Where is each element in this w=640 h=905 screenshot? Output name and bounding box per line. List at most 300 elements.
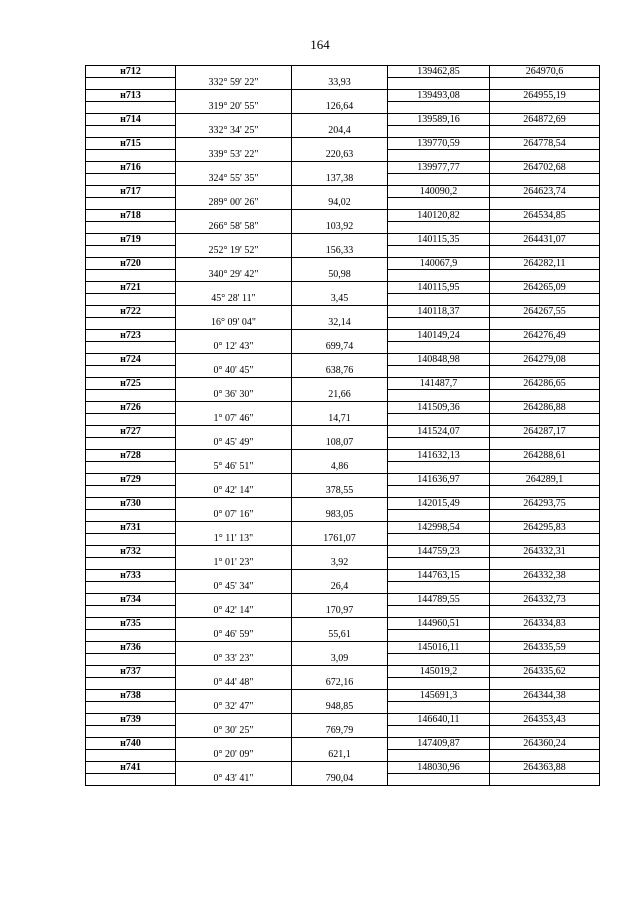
empty-cell [176,66,292,78]
point-row [86,690,600,702]
x-coordinate-cell: 140120,82 [388,210,490,222]
y-coordinate-cell: 264287,17 [490,426,600,438]
distance-cell: 108,07 [292,438,388,450]
distance-cell: 699,74 [292,342,388,354]
point-id-cell: н739 [86,714,176,726]
empty-cell [388,414,490,426]
direction-angle-cell: 16° 09' 04" [176,318,292,330]
x-coordinate-cell: 142998,54 [388,522,490,534]
point-id-cell: н728 [86,450,176,462]
segment-row [86,606,600,618]
empty-cell [292,210,388,222]
direction-angle-cell: 0° 46' 59" [176,630,292,642]
segment-row [86,342,600,354]
point-row [86,138,600,150]
direction-angle-cell: 0° 40' 45" [176,366,292,378]
empty-cell [86,318,176,330]
empty-cell [86,630,176,642]
point-row [86,618,600,630]
direction-angle-cell: 266° 58' 58" [176,222,292,234]
point-row [86,546,600,558]
point-id-cell: н716 [86,162,176,174]
distance-cell: 14,71 [292,414,388,426]
x-coordinate-cell: 144960,51 [388,618,490,630]
y-coordinate-cell: 264344,38 [490,690,600,702]
direction-angle-cell: 1° 01' 23" [176,558,292,570]
distance-cell: 378,55 [292,486,388,498]
empty-cell [292,522,388,534]
point-row [86,162,600,174]
point-id-cell: н717 [86,186,176,198]
empty-cell [388,78,490,90]
empty-cell [86,294,176,306]
x-coordinate-cell: 141509,36 [388,402,490,414]
segment-row [86,102,600,114]
empty-cell [388,174,490,186]
empty-cell [388,558,490,570]
y-coordinate-cell: 264702,68 [490,162,600,174]
empty-cell [176,162,292,174]
y-coordinate-cell: 264293,75 [490,498,600,510]
y-coordinate-cell: 264276,49 [490,330,600,342]
y-coordinate-cell: 264286,65 [490,378,600,390]
direction-angle-cell: 324° 55' 35" [176,174,292,186]
empty-cell [388,606,490,618]
empty-cell [490,150,600,162]
segment-row [86,198,600,210]
empty-cell [292,738,388,750]
empty-cell [490,438,600,450]
empty-cell [86,678,176,690]
direction-angle-cell: 0° 32' 47" [176,702,292,714]
empty-cell [490,102,600,114]
empty-cell [292,402,388,414]
x-coordinate-cell: 140118,37 [388,306,490,318]
segment-row [86,702,600,714]
point-row [86,186,600,198]
empty-cell [490,294,600,306]
point-row [86,330,600,342]
point-id-cell: н741 [86,762,176,774]
segment-row [86,246,600,258]
segment-row [86,630,600,642]
empty-cell [490,774,600,786]
y-coordinate-cell: 264353,43 [490,714,600,726]
distance-cell: 55,61 [292,630,388,642]
empty-cell [292,282,388,294]
empty-cell [176,522,292,534]
empty-cell [292,330,388,342]
segment-row [86,150,600,162]
empty-cell [292,666,388,678]
empty-cell [388,246,490,258]
empty-cell [490,390,600,402]
direction-angle-cell: 0° 43' 41" [176,774,292,786]
empty-cell [86,246,176,258]
point-id-cell: н736 [86,642,176,654]
distance-cell: 672,16 [292,678,388,690]
point-row [86,66,600,78]
empty-cell [86,726,176,738]
x-coordinate-cell: 140848,98 [388,354,490,366]
empty-cell [490,126,600,138]
empty-cell [490,630,600,642]
empty-cell [490,726,600,738]
empty-cell [176,618,292,630]
empty-cell [388,102,490,114]
empty-cell [388,678,490,690]
direction-angle-cell: 0° 07' 16" [176,510,292,522]
empty-cell [292,234,388,246]
point-id-cell: н725 [86,378,176,390]
direction-angle-cell: 0° 42' 14" [176,486,292,498]
direction-angle-cell: 289° 00' 26" [176,198,292,210]
direction-angle-cell: 0° 30' 25" [176,726,292,738]
empty-cell [490,606,600,618]
segment-row [86,318,600,330]
empty-cell [490,678,600,690]
y-coordinate-cell: 264970,6 [490,66,600,78]
empty-cell [86,174,176,186]
direction-angle-cell: 319° 20' 55" [176,102,292,114]
empty-cell [86,390,176,402]
direction-angle-cell: 0° 44' 48" [176,678,292,690]
x-coordinate-cell: 144763,15 [388,570,490,582]
point-id-cell: н713 [86,90,176,102]
y-coordinate-cell: 264334,83 [490,618,600,630]
empty-cell [176,402,292,414]
point-id-cell: н723 [86,330,176,342]
direction-angle-cell: 340° 29' 42" [176,270,292,282]
point-row [86,210,600,222]
empty-cell [388,630,490,642]
empty-cell [292,354,388,366]
distance-cell: 1761,07 [292,534,388,546]
y-coordinate-cell: 264279,08 [490,354,600,366]
empty-cell [292,450,388,462]
empty-cell [86,126,176,138]
empty-cell [86,486,176,498]
segment-row [86,582,600,594]
point-row [86,306,600,318]
x-coordinate-cell: 141632,13 [388,450,490,462]
y-coordinate-cell: 264332,38 [490,570,600,582]
empty-cell [292,642,388,654]
page-number: 164 [310,37,330,52]
direction-angle-cell: 0° 12' 43" [176,342,292,354]
direction-angle-cell: 0° 45' 49" [176,438,292,450]
point-row [86,402,600,414]
empty-cell [388,342,490,354]
distance-cell: 21,66 [292,390,388,402]
point-row [86,234,600,246]
direction-angle-cell: 332° 34' 25" [176,126,292,138]
x-coordinate-cell: 148030,96 [388,762,490,774]
y-coordinate-cell: 264265,09 [490,282,600,294]
point-id-cell: н724 [86,354,176,366]
y-coordinate-cell: 264282,11 [490,258,600,270]
y-coordinate-cell: 264360,24 [490,738,600,750]
empty-cell [176,306,292,318]
x-coordinate-cell: 145016,11 [388,642,490,654]
empty-cell [292,258,388,270]
empty-cell [292,498,388,510]
empty-cell [176,498,292,510]
direction-angle-cell: 0° 45' 34" [176,582,292,594]
distance-cell: 26,4 [292,582,388,594]
segment-row [86,78,600,90]
empty-cell [176,210,292,222]
empty-cell [292,762,388,774]
empty-cell [176,186,292,198]
point-row [86,474,600,486]
segment-row [86,126,600,138]
empty-cell [86,510,176,522]
x-coordinate-cell: 144789,55 [388,594,490,606]
empty-cell [292,378,388,390]
point-row [86,570,600,582]
distance-cell: 983,05 [292,510,388,522]
point-id-cell: н733 [86,570,176,582]
empty-cell [176,234,292,246]
segment-row [86,654,600,666]
point-row [86,498,600,510]
segment-row [86,534,600,546]
empty-cell [176,546,292,558]
y-coordinate-cell: 264289,1 [490,474,600,486]
segment-row [86,174,600,186]
segment-row [86,774,600,786]
point-id-cell: н714 [86,114,176,126]
distance-cell: 4,86 [292,462,388,474]
empty-cell [292,90,388,102]
direction-angle-cell: 339° 53' 22" [176,150,292,162]
y-coordinate-cell: 264295,83 [490,522,600,534]
y-coordinate-cell: 264332,73 [490,594,600,606]
distance-cell: 3,92 [292,558,388,570]
empty-cell [490,414,600,426]
empty-cell [490,534,600,546]
point-id-cell: н718 [86,210,176,222]
x-coordinate-cell: 139493,08 [388,90,490,102]
empty-cell [86,150,176,162]
segment-row [86,486,600,498]
x-coordinate-cell: 141487,7 [388,378,490,390]
point-row [86,762,600,774]
distance-cell: 126,64 [292,102,388,114]
distance-cell: 156,33 [292,246,388,258]
empty-cell [388,270,490,282]
empty-cell [388,582,490,594]
empty-cell [176,114,292,126]
empty-cell [292,546,388,558]
point-row [86,522,600,534]
empty-cell [388,318,490,330]
empty-cell [388,198,490,210]
empty-cell [292,186,388,198]
y-coordinate-cell: 264431,07 [490,234,600,246]
point-row [86,666,600,678]
distance-cell: 948,85 [292,702,388,714]
segment-row [86,510,600,522]
distance-cell: 220,63 [292,150,388,162]
empty-cell [176,594,292,606]
empty-cell [388,486,490,498]
empty-cell [292,138,388,150]
empty-cell [292,66,388,78]
x-coordinate-cell: 140115,95 [388,282,490,294]
empty-cell [388,774,490,786]
x-coordinate-cell: 139977,77 [388,162,490,174]
empty-cell [490,750,600,762]
empty-cell [388,150,490,162]
empty-cell [292,594,388,606]
point-row [86,714,600,726]
y-coordinate-cell: 264286,88 [490,402,600,414]
segment-row [86,414,600,426]
empty-cell [176,570,292,582]
x-coordinate-cell: 145019,2 [388,666,490,678]
direction-angle-cell: 0° 42' 14" [176,606,292,618]
y-coordinate-cell: 264288,61 [490,450,600,462]
empty-cell [86,534,176,546]
empty-cell [490,654,600,666]
empty-cell [388,366,490,378]
distance-cell: 3,09 [292,654,388,666]
empty-cell [388,654,490,666]
empty-cell [176,426,292,438]
empty-cell [490,270,600,282]
empty-cell [176,330,292,342]
segment-row [86,222,600,234]
direction-angle-cell: 45° 28' 11" [176,294,292,306]
empty-cell [176,138,292,150]
empty-cell [292,162,388,174]
point-id-cell: н735 [86,618,176,630]
empty-cell [176,762,292,774]
point-row [86,90,600,102]
distance-cell: 94,02 [292,198,388,210]
empty-cell [86,198,176,210]
point-id-cell: н740 [86,738,176,750]
point-id-cell: н734 [86,594,176,606]
empty-cell [490,366,600,378]
x-coordinate-cell: 140067,9 [388,258,490,270]
point-id-cell: н719 [86,234,176,246]
x-coordinate-cell: 140115,35 [388,234,490,246]
distance-cell: 170,97 [292,606,388,618]
direction-angle-cell: 1° 07' 46" [176,414,292,426]
segment-row [86,390,600,402]
point-row [86,450,600,462]
empty-cell [86,774,176,786]
distance-cell: 50,98 [292,270,388,282]
empty-cell [490,462,600,474]
x-coordinate-cell: 145691,3 [388,690,490,702]
segment-row [86,294,600,306]
direction-angle-cell: 0° 20' 09" [176,750,292,762]
point-id-cell: н731 [86,522,176,534]
distance-cell: 137,38 [292,174,388,186]
segment-row [86,726,600,738]
empty-cell [86,558,176,570]
table-body [86,66,600,786]
empty-cell [490,78,600,90]
point-row [86,738,600,750]
empty-cell [388,294,490,306]
y-coordinate-cell: 264332,31 [490,546,600,558]
empty-cell [176,90,292,102]
distance-cell: 638,76 [292,366,388,378]
empty-cell [292,306,388,318]
empty-cell [176,354,292,366]
distance-cell: 204,4 [292,126,388,138]
empty-cell [176,450,292,462]
empty-cell [86,606,176,618]
point-id-cell: н727 [86,426,176,438]
empty-cell [292,714,388,726]
empty-cell [86,342,176,354]
y-coordinate-cell: 264267,55 [490,306,600,318]
point-id-cell: н730 [86,498,176,510]
point-id-cell: н722 [86,306,176,318]
point-id-cell: н720 [86,258,176,270]
empty-cell [86,438,176,450]
direction-angle-cell: 0° 36' 30" [176,390,292,402]
distance-cell: 790,04 [292,774,388,786]
empty-cell [176,282,292,294]
empty-cell [86,270,176,282]
distance-cell: 103,92 [292,222,388,234]
x-coordinate-cell: 141636,97 [388,474,490,486]
empty-cell [490,174,600,186]
distance-cell: 769,79 [292,726,388,738]
empty-cell [490,558,600,570]
empty-cell [176,642,292,654]
empty-cell [490,222,600,234]
segment-row [86,678,600,690]
point-row [86,114,600,126]
distance-cell: 32,14 [292,318,388,330]
empty-cell [176,474,292,486]
empty-cell [490,318,600,330]
distance-cell: 3,45 [292,294,388,306]
y-coordinate-cell: 264335,62 [490,666,600,678]
distance-cell: 33,93 [292,78,388,90]
point-row [86,378,600,390]
x-coordinate-cell: 142015,49 [388,498,490,510]
empty-cell [292,690,388,702]
direction-angle-cell: 1° 11' 13" [176,534,292,546]
point-row [86,354,600,366]
empty-cell [292,474,388,486]
direction-angle-cell: 252° 19' 52" [176,246,292,258]
point-row [86,282,600,294]
point-id-cell: н726 [86,402,176,414]
empty-cell [86,702,176,714]
empty-cell [292,618,388,630]
point-id-cell: н738 [86,690,176,702]
empty-cell [292,426,388,438]
empty-cell [176,258,292,270]
empty-cell [86,750,176,762]
empty-cell [86,462,176,474]
distance-cell: 621,1 [292,750,388,762]
point-id-cell: н721 [86,282,176,294]
empty-cell [176,738,292,750]
empty-cell [388,438,490,450]
x-coordinate-cell: 146640,11 [388,714,490,726]
